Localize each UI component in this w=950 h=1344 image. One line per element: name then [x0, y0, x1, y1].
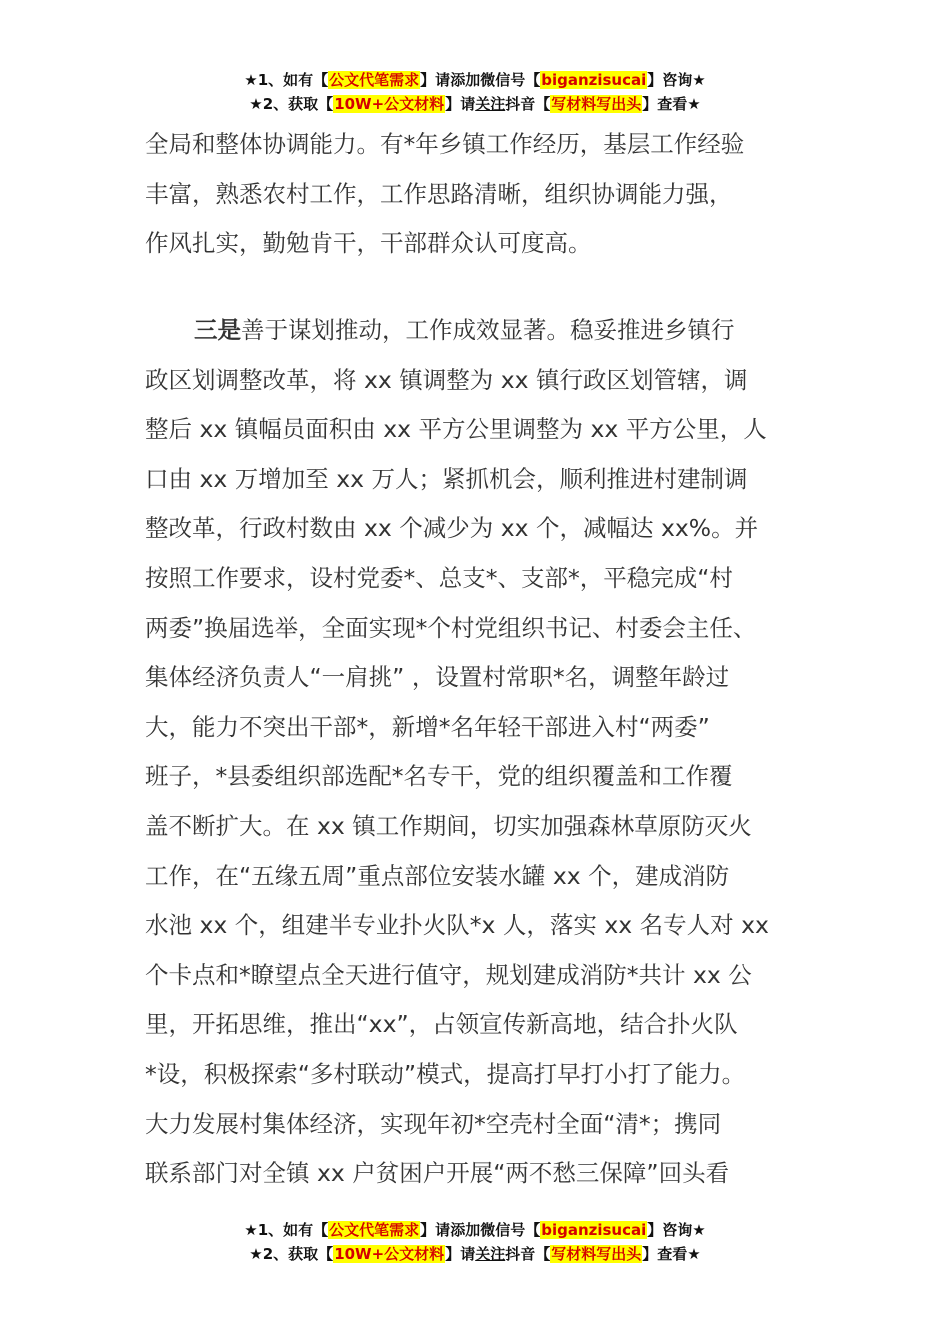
header-banner-line-1: ★1、如有【公文代笔需求】请添加微信号【biganzisucai】咨询★ [244, 71, 706, 89]
paragraph-line: 工作，在“五缘五周”重点部位安装水罐 xx 个，建成消防 [145, 861, 730, 890]
paragraph-line: 整改革，行政村数由 xx 个减少为 xx 个，减幅达 xx%。并 [145, 514, 759, 543]
footer-highlight-service: 公文代笔需求 [329, 1221, 420, 1239]
paragraph-line: 大，能力不突出干部*，新增*名年轻干部进入村“两委” [145, 712, 710, 741]
paragraph-line: 按照工作要求，设村党委*、总支*、支部*，平稳完成“村 [145, 563, 733, 592]
paragraph-line: 盖不断扩大。在 xx 镇工作期间，切实加强森林草原防灭火 [145, 811, 752, 840]
paragraph-line: 政区划调整改革，将 xx 镇调整为 xx 镇行政区划管辖，调 [145, 365, 748, 394]
paragraph-line: 丰富，熟悉农村工作，工作思路清晰，组织协调能力强， [145, 179, 733, 208]
paragraph-line: 全局和整体协调能力。有*年乡镇工作经历，基层工作经验 [145, 130, 745, 158]
paragraph-line: 水池 xx 个，组建半专业扑火队*x 人，落实 xx 名专人对 xx [145, 911, 769, 940]
paragraph-line: 两委”换届选举，全面实现*个村党组织书记、村委会主任、 [145, 613, 757, 642]
paragraph-line: 大力发展村集体经济，实现年初*空壳村全面“清*；携同 [145, 1109, 722, 1138]
paragraph-2 [145, 306, 810, 1199]
footer-highlight-materials: 10W+公文材料 [334, 1245, 445, 1263]
header-highlight-douyin-account: 写材料写出头 [551, 95, 642, 113]
paragraph-lead-phrase: 三是 [194, 316, 241, 344]
paragraph-line: 整后 xx 镇幅员面积由 xx 平方公里调整为 xx 平方公里，人 [145, 415, 767, 444]
paragraph-line: 里，开拓思维，推出“xx”，占领宣传新高地，结合扑火队 [145, 1010, 738, 1039]
paragraph-line: 个卡点和*瞭望点全天进行值守，规划建成消防*共计 xx 公 [145, 960, 752, 989]
header-banner-line-2: ★2、获取【10W+公文材料】请关注抖音【写材料写出头】查看★ [249, 95, 701, 113]
footer-highlight-wechat-id: biganzisucai [541, 1221, 647, 1239]
paragraph-line: *设，积极探索“多村联动”模式，提高打早打小打了能力。 [145, 1059, 746, 1088]
header-banner [0, 68, 950, 116]
header-highlight-wechat-id: biganzisucai [541, 71, 647, 89]
paragraph-line: 作风扎实，勤勉肯干，干部群众认可度高。 [145, 229, 592, 258]
header-highlight-materials: 10W+公文材料 [334, 95, 445, 113]
paragraph-line: 联系部门对全镇 xx 户贫困户开展“两不愁三保障”回头看 [145, 1159, 730, 1188]
footer-banner-line-1: ★1、如有【公文代笔需求】请添加微信号【biganzisucai】咨询★ [244, 1221, 706, 1239]
header-highlight-service: 公文代笔需求 [329, 71, 420, 89]
paragraph-line: 班子，*县委组织部选配*名专干，党的组织覆盖和工作覆 [145, 762, 733, 791]
footer-banner-line-2: ★2、获取【10W+公文材料】请关注抖音【写材料写出头】查看★ [249, 1245, 701, 1263]
paragraph-1 [145, 120, 810, 269]
paragraph-line: 口由 xx 万增加至 xx 万人；紧抓机会，顺利推进村建制调 [145, 464, 748, 493]
footer-highlight-douyin-account: 写材料写出头 [551, 1245, 642, 1263]
footer-banner [0, 1218, 950, 1266]
paragraph-line: 集体经济负责人“一肩挑” ，设置村常职*名，调整年龄过 [145, 663, 730, 692]
paragraph-first-line: 三是善于谋划推动，工作成效显著。稳妥推进乡镇行 [194, 316, 735, 344]
